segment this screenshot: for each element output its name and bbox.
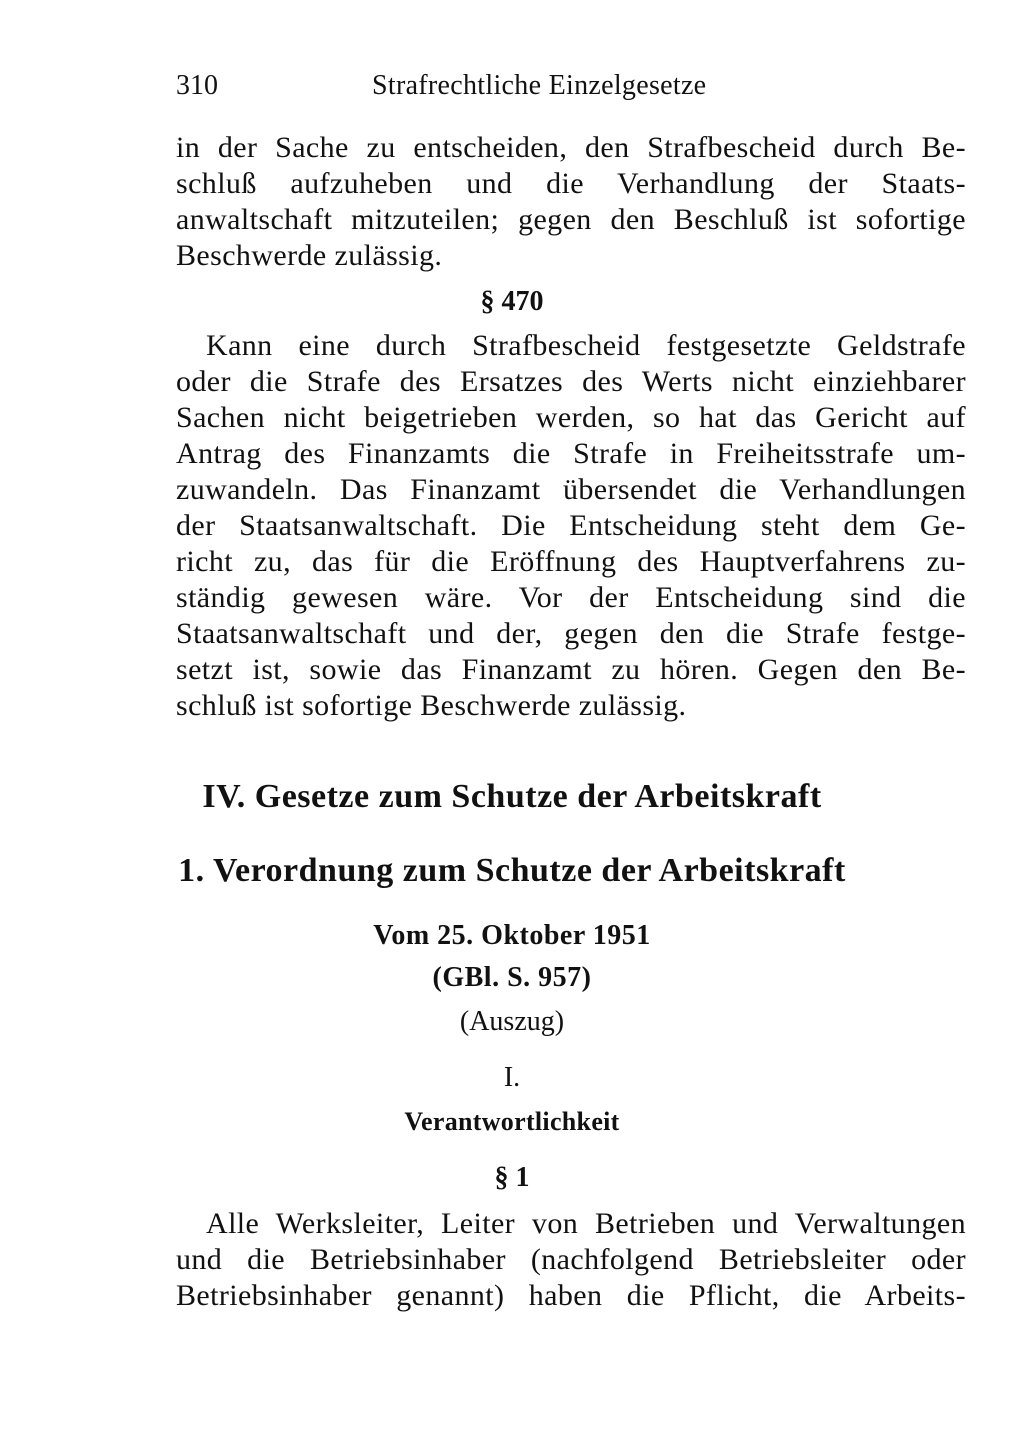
ordinance-source: (GBl. S. 957) bbox=[432, 962, 592, 993]
text-line: Alle Werksleiter, Leiter von Betrieben und Verwaltungen bbox=[206, 1207, 966, 1240]
text-line: Staatsanwaltschaft und der, gegen den die Strafe festge- bbox=[176, 617, 966, 650]
page-header bbox=[176, 66, 776, 106]
text-line: Beschwerde zulässig. bbox=[176, 239, 443, 272]
page-number: 310 bbox=[176, 70, 218, 101]
text-line: der Staatsanwaltschaft. Die Entscheidung steht dem Ge- bbox=[176, 509, 966, 542]
text-line: Antrag des Finanzamts die Strafe in Freiheitsstrafe um- bbox=[176, 437, 966, 470]
text-line: in der Sache zu entscheiden, den Strafbescheid durch Be- bbox=[176, 131, 966, 164]
text-line: ständig gewesen wäre. Vor der Entscheidung sind die bbox=[176, 581, 966, 614]
text-line: und die Betriebsinhaber (nachfolgend Betriebsleiter oder bbox=[176, 1243, 966, 1276]
section-470-paragraph bbox=[176, 328, 966, 724]
text-line: schluß ist sofortige Beschwerde zulässig. bbox=[176, 689, 687, 722]
running-title: Strafrechtliche Einzelgesetze bbox=[372, 70, 707, 101]
text-line: richt zu, das für die Eröffnung des Hauptverfahrens zu- bbox=[176, 545, 966, 578]
excerpt-note: (Auszug) bbox=[459, 1006, 565, 1037]
text-line: anwaltschaft mitzuteilen; gegen den Beschluß ist sofortige bbox=[176, 203, 966, 236]
text-line: setzt ist, sowie das Finanzamt zu hören. Gegen den Be- bbox=[176, 653, 966, 686]
chapter-title: Verantwortlichkeit bbox=[404, 1107, 620, 1136]
text-line: Betriebsinhaber genannt) haben die Pflicht, die Arbeits- bbox=[176, 1279, 966, 1312]
ordinance-date: Vom 25. Oktober 1951 bbox=[373, 920, 651, 951]
text-line: Kann eine durch Strafbescheid festgesetzte Geldstrafe bbox=[206, 329, 966, 362]
ordinance-title: 1. Verordnung zum Schutze der Arbeitskraft bbox=[178, 852, 846, 889]
continuation-paragraph bbox=[176, 130, 966, 274]
section-1-heading: § 1 bbox=[494, 1162, 530, 1193]
section-1-paragraph bbox=[176, 1206, 966, 1314]
text-line: oder die Strafe des Ersatzes des Werts nicht einziehbarer bbox=[176, 365, 966, 398]
text-line: schluß aufzuheben und die Verhandlung der Staats- bbox=[176, 167, 966, 200]
text-line: Sachen nicht beigetrieben werden, so hat das Gericht auf bbox=[176, 401, 966, 434]
part-heading: IV. Gesetze zum Schutze der Arbeitskraft bbox=[202, 778, 822, 815]
text-line: zuwandeln. Das Finanzamt übersendet die Verhandlungen bbox=[176, 473, 966, 506]
chapter-number: I. bbox=[503, 1062, 521, 1093]
section-470-heading: § 470 bbox=[480, 286, 544, 317]
